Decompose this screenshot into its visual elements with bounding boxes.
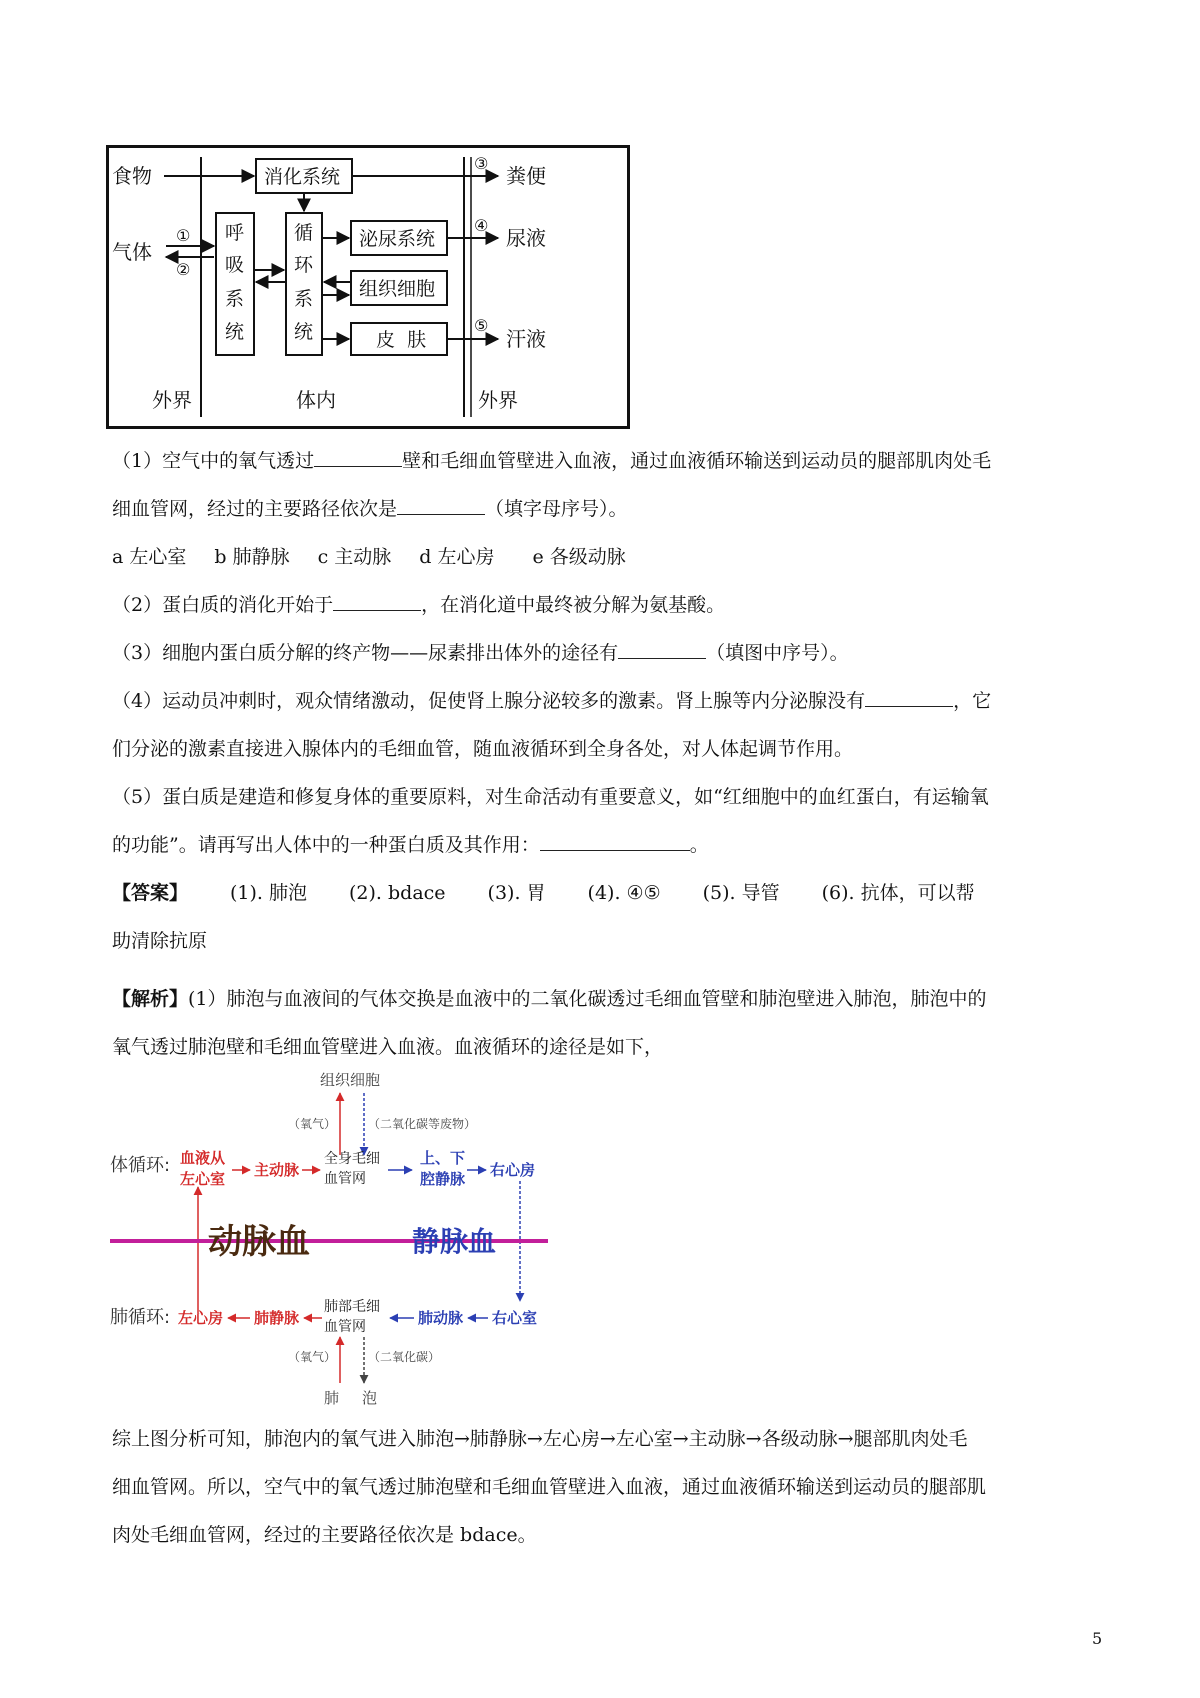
- analysis-text-1: (1）肺泡与血液间的气体交换是血液中的二氧化碳透过毛细血管壁和肺泡壁进入肺泡，肺泡中的: [188, 988, 987, 1010]
- analysis-text-2: 氧气透过肺泡壁和毛细血管壁进入血液。血液循环的途径是如下，: [112, 1036, 664, 1058]
- q2-text-a: （2）蛋白质的消化开始于: [112, 594, 334, 616]
- answer-item-1: (1). 肺泡: [230, 882, 308, 904]
- respiratory-char-1: 呼: [225, 222, 245, 244]
- q1-blank-2[interactable]: [397, 496, 485, 515]
- body-systems-flowchart: [106, 145, 630, 429]
- urine-label: 尿液: [506, 226, 546, 250]
- body-capillary-text-1: 全身毛细: [324, 1151, 380, 1167]
- outside-left-label: 外界: [152, 388, 192, 412]
- option-c: c 主动脉: [317, 546, 392, 568]
- answer-label: 【答案】: [112, 882, 189, 904]
- question-5-line-1: [112, 782, 989, 809]
- options-line: [112, 542, 654, 569]
- blood-circulation-diagram: [110, 1063, 600, 1408]
- arterial-blood-label: 动脉血: [208, 1222, 310, 1262]
- co2-bottom-label: （二氧化碳）: [368, 1350, 441, 1364]
- option-e: e 各级动脉: [532, 546, 626, 568]
- answer-item-5: (5). 导管: [702, 882, 780, 904]
- oxygen-top-label: （氧气）: [288, 1117, 337, 1131]
- blood-from-text-2: 左心室: [180, 1170, 226, 1188]
- marker-5: ⑤: [474, 316, 489, 335]
- answer-item-2: (2). bdace: [349, 882, 446, 904]
- q3-text-a: （3）细胞内蛋白质分解的终产物——尿素排出体外的途径有: [112, 642, 619, 664]
- tissue-cells-label: 组织细胞: [320, 1071, 381, 1089]
- respiratory-char-4: 统: [225, 321, 245, 343]
- venous-blood-label: 静脉血: [412, 1225, 497, 1258]
- alveoli-label-1: 肺: [324, 1389, 340, 1407]
- marker-2: ②: [176, 260, 191, 279]
- q2-blank[interactable]: [333, 592, 421, 611]
- circulatory-char-3: 系: [294, 288, 314, 310]
- circulatory-char-1: 循: [294, 222, 314, 244]
- lung-capillary-text-2: 血管网: [324, 1319, 366, 1335]
- right-ventricle-label: 右心室: [492, 1309, 538, 1327]
- q5-text-b: 的功能”。请再写出人体中的一种蛋白质及其作用：: [112, 834, 540, 856]
- q4-text-a: （4）运动员冲刺时，观众情绪激动，促使肾上腺分泌较多的激素。肾上腺等内分泌腺没有: [112, 690, 866, 712]
- circulatory-char-4: 统: [294, 321, 314, 343]
- tissue-cells-label: 组织细胞: [359, 278, 436, 300]
- marker-4: ④: [474, 216, 489, 235]
- answer-item-3: (3). 胃: [487, 882, 546, 904]
- skin-label: 皮 肤: [376, 329, 427, 351]
- oxygen-bottom-label: （氧气）: [288, 1350, 337, 1364]
- question-4-line-1: [112, 686, 991, 713]
- answer-line: [112, 878, 975, 905]
- option-b: b 肺静脉: [214, 546, 290, 568]
- question-3: [112, 638, 849, 665]
- q1-text-a: （1）空气中的氧气透过: [112, 450, 315, 472]
- feces-label: 粪便: [506, 164, 546, 188]
- page-number: 5: [1092, 1629, 1103, 1648]
- marker-3: ③: [474, 154, 489, 173]
- conclusion-text-1: 综上图分析可知，肺泡内的氧气进入肺泡→肺静脉→左心房→左心室→主动脉→各级动脉→腿部肌肉处毛: [112, 1428, 968, 1450]
- conclusion-line-3: [112, 1520, 537, 1547]
- question-5-line-2: [112, 830, 709, 857]
- q1-text-c: 细血管网，经过的主要路径依次是: [112, 498, 398, 520]
- q5-blank[interactable]: [540, 832, 690, 851]
- conclusion-text-2: 细血管网。所以，空气中的氧气透过肺泡壁和毛细血管壁进入血液，通过血液循环输送到运动员的腿部肌: [112, 1476, 987, 1498]
- right-atrium-label: 右心房: [490, 1161, 536, 1179]
- question-1-line-2: [112, 494, 628, 521]
- sweat-label: 汗液: [506, 327, 546, 351]
- analysis-line-2: [112, 1032, 663, 1059]
- vena-cava-text-1: 上、下: [420, 1149, 466, 1167]
- conclusion-line-1: [112, 1424, 968, 1451]
- answer-continuation: [112, 926, 207, 953]
- blood-from-text-1: 血液从: [180, 1149, 226, 1167]
- q5-text-c: 。: [689, 834, 709, 856]
- q1-text-b: 壁和毛细血管壁进入血液，通过血液循环输送到运动员的腿部肌肉处毛: [402, 450, 992, 472]
- left-atrium-label: 左心房: [178, 1309, 224, 1327]
- lung-capillary-text-1: 肺部毛细: [324, 1299, 380, 1315]
- pulmonary-artery-label: 肺动脉: [418, 1309, 464, 1327]
- q4-text-b: ，它: [953, 690, 992, 712]
- digestive-system-label: 消化系统: [264, 166, 341, 188]
- answer-continuation-text: 助清除抗原: [112, 930, 208, 952]
- urinary-system-label: 泌尿系统: [359, 228, 436, 250]
- gas-label: 气体: [112, 240, 152, 264]
- systemic-circulation-label: 体循环:: [110, 1155, 171, 1176]
- q5-text-a: （5）蛋白质是建造和修复身体的重要原料，对生命活动有重要意义，如“红细胞中的血红蛋白，有运输氧: [112, 786, 989, 808]
- conclusion-text-3: 肉处毛细血管网，经过的主要路径依次是 bdace。: [112, 1524, 537, 1546]
- conclusion-line-2: [112, 1472, 986, 1499]
- pulmonary-vein-label: 肺静脉: [254, 1309, 300, 1327]
- q3-blank[interactable]: [618, 640, 706, 659]
- alveoli-label-2: 泡: [362, 1389, 378, 1407]
- aorta-label: 主动脉: [254, 1161, 300, 1179]
- q4-text-c: 们分泌的激素直接进入腺体内的毛细血管，随血液循环到全身各处，对人体起调节作用。: [112, 738, 854, 760]
- answer-item-6: (6). 抗体，可以帮: [821, 882, 975, 904]
- co2-waste-label: （二氧化碳等废物）: [368, 1117, 477, 1131]
- q3-text-b: （填图中序号）。: [706, 642, 849, 664]
- body-capillary-text-2: 血管网: [324, 1171, 366, 1187]
- outside-right-label: 外界: [478, 388, 518, 412]
- pulmonary-circulation-label: 肺循环:: [110, 1307, 171, 1328]
- respiratory-char-2: 吸: [225, 254, 245, 276]
- circulatory-char-2: 环: [294, 254, 314, 276]
- q1-text-d: （填字母序号）。: [485, 498, 628, 520]
- inside-label: 体内: [296, 388, 336, 412]
- q2-text-b: ，在消化道中最终被分解为氨基酸。: [421, 594, 726, 616]
- option-a: a 左心室: [112, 546, 187, 568]
- food-label: 食物: [112, 164, 152, 188]
- question-2: [112, 590, 725, 617]
- answer-item-4: (4). ④⑤: [587, 882, 661, 904]
- analysis-label: 【解析】: [112, 988, 189, 1010]
- vena-cava-text-2: 腔静脉: [420, 1170, 466, 1188]
- option-d: d 左心房: [419, 546, 495, 568]
- question-1-line-1: [112, 446, 991, 473]
- analysis-line-1: [112, 984, 987, 1011]
- q1-blank-1[interactable]: [314, 448, 402, 467]
- marker-1: ①: [176, 226, 191, 245]
- q4-blank[interactable]: [865, 688, 953, 707]
- question-4-line-2: [112, 734, 853, 761]
- respiratory-char-3: 系: [225, 288, 245, 310]
